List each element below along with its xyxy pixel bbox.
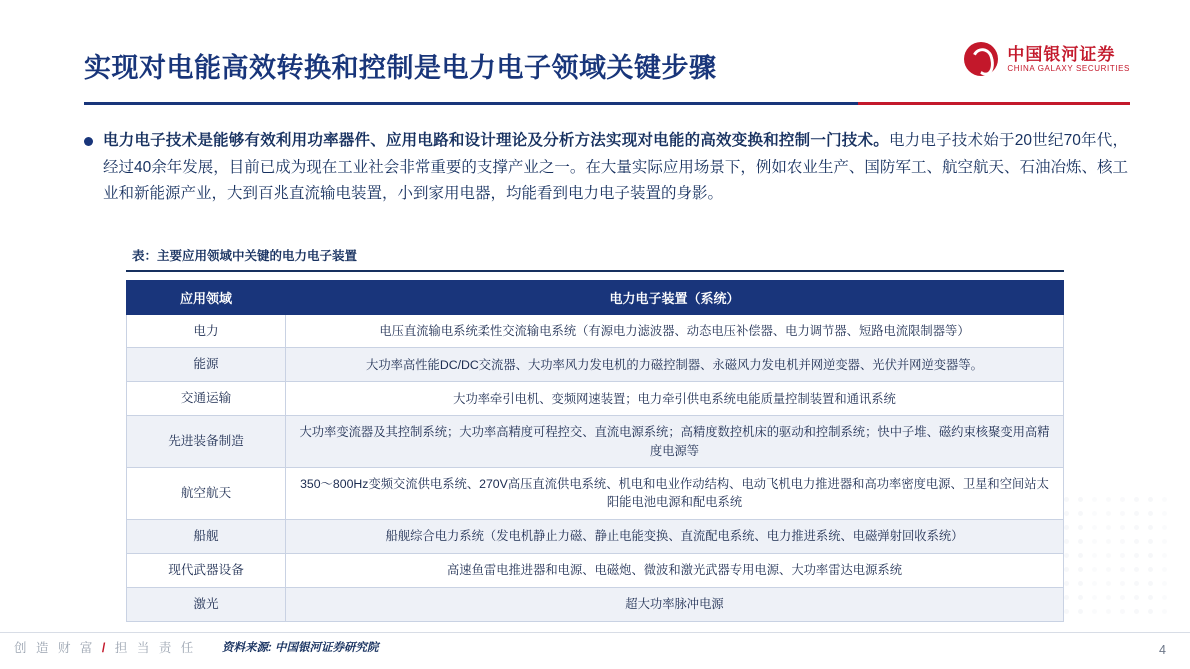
cell-area: 能源	[127, 348, 286, 382]
table-row	[127, 587, 1064, 621]
cell-device: 350～800Hz变频交流供电系统、270V高压直流供电系统、机电和电业作动结构、电动飞机电力推进器和高功率密度电源、卫星和空间站太阳能电池电源和配电系统	[286, 468, 1064, 520]
footer-divider	[0, 632, 1190, 633]
slide-header	[72, 36, 1130, 100]
cell-device: 大功率高性能DC/DC交流器、大功率风力发电机的力磁控制器、永磁风力发电机并网逆变器、光伏并网逆变器等。	[286, 348, 1064, 382]
logo-name-cn: 中国银河证券	[1007, 44, 1116, 64]
header-divider	[84, 102, 1130, 105]
table-row	[127, 553, 1064, 587]
table-header-device: 电力电子装置（系统）	[286, 280, 1064, 314]
cell-device: 高速鱼雷电推进器和电源、电磁炮、微波和激光武器专用电源、大功率雷达电源系统	[286, 553, 1064, 587]
source-note: 资料来源: 中国银河证券研究院	[222, 642, 379, 654]
galaxy-logo-icon	[964, 42, 998, 76]
cell-device: 大功率变流器及其控制系统；大功率高精度可程控交、直流电源系统；高精度数控机床的驱动和控制系统；快中子堆、磁约束核聚变用高精度电源等	[286, 416, 1064, 468]
cell-device: 大功率牵引电机、变频网速装置；电力牵引供电系统电能质量控制装置和通讯系统	[286, 382, 1064, 416]
page-title: 实现对电能高效转换和控制是电力电子领域关键步骤	[84, 53, 717, 83]
caption-divider	[126, 270, 1064, 272]
cell-device: 电压直流输电系统柔性交流输电系统（有源电力滤波器、动态电压补偿器、电力调节器、短路电流限制器等）	[286, 314, 1064, 348]
paragraph-rest: 电力电子技术始于20世纪70年代，经过40余年发展，目前已成为现在工业社会非常重要的支撑产业之一。在大量实际应用场景下，例如农业生产、国防军工、航空航天、石油冶炼、核工业和新能源产业，大到百兆直流输电装置，小到家用电器，均能看到电力电子装置的身影。	[103, 132, 1128, 203]
paragraph-bold: 电力电子技术是能够有效利用功率器件、应用电路和设计理论及分析方法实现对电能的高效变换和控制一门技术。	[103, 132, 889, 149]
table-row	[127, 468, 1064, 520]
paragraph-text	[103, 128, 1128, 208]
table-row	[127, 348, 1064, 382]
footer-slogan	[14, 638, 196, 656]
table-block	[126, 246, 1064, 622]
cell-area: 电力	[127, 314, 286, 348]
logo-name-en: CHINA GALAXY SECURITIES	[1007, 64, 1130, 74]
table-row	[127, 314, 1064, 348]
table-header-area: 应用领域	[127, 280, 286, 314]
cell-device: 超大功率脉冲电源	[286, 587, 1064, 621]
bullet-icon	[84, 137, 93, 146]
table-row	[127, 382, 1064, 416]
cell-device: 船舰综合电力系统（发电机静止力磁、静止电能变换、直流配电系统、电力推进系统、电磁弹射回收系统）	[286, 519, 1064, 553]
table-header-row	[127, 280, 1064, 314]
header-divider-red	[858, 102, 1130, 105]
table-row	[127, 519, 1064, 553]
slogan-separator: /	[101, 641, 109, 655]
cell-area: 航空航天	[127, 468, 286, 520]
slogan-right: 担 当 责 任	[114, 641, 197, 655]
cell-area: 现代武器设备	[127, 553, 286, 587]
table-row	[127, 416, 1064, 468]
slogan-left: 创 造 财 富	[14, 641, 96, 655]
page-number: 4	[1159, 643, 1166, 657]
table-caption: 表：主要应用领域中关键的电力电子装置	[132, 249, 358, 263]
header-divider-navy	[84, 102, 858, 105]
cell-area: 激光	[127, 587, 286, 621]
cell-area: 交通运输	[127, 382, 286, 416]
cell-area: 船舰	[127, 519, 286, 553]
logo-text	[1007, 45, 1130, 74]
company-logo	[964, 42, 1130, 76]
applications-table	[126, 280, 1064, 622]
body-paragraph	[84, 128, 1128, 208]
cell-area: 先进装备制造	[127, 416, 286, 468]
